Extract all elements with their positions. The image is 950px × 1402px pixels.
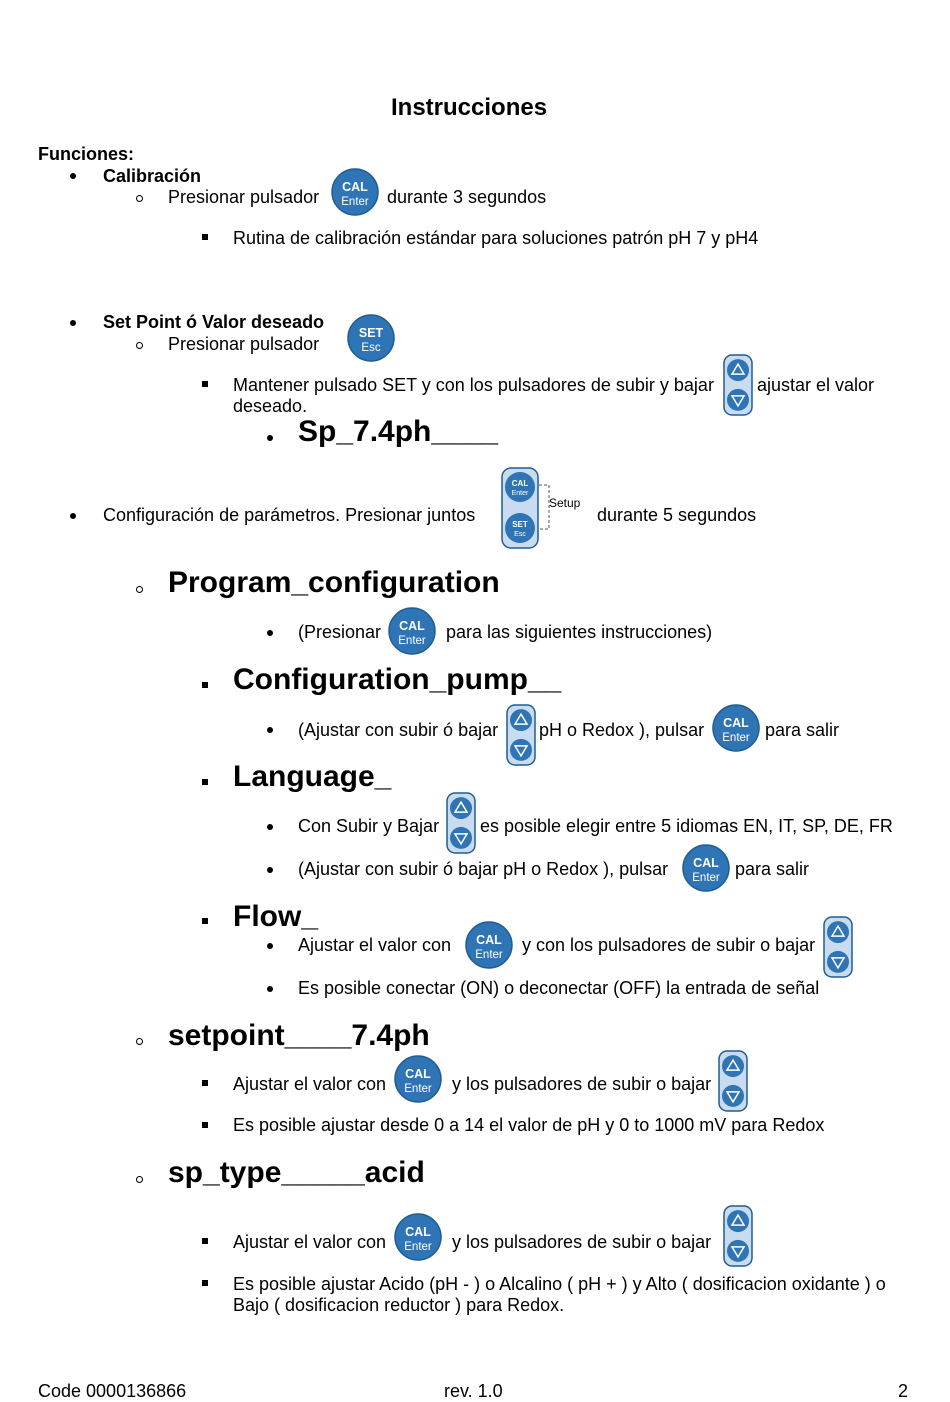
cal-enter-button-icon	[712, 704, 760, 757]
svg-text:Enter: Enter	[404, 1082, 432, 1095]
svg-text:SET: SET	[358, 326, 384, 340]
bullet	[136, 195, 143, 202]
setpoint-line2-c: deseado.	[233, 396, 308, 416]
setpoint-param-line1-a: Ajustar el valor con	[233, 1074, 387, 1094]
calibracion-line1-b: durante 3 segundos	[387, 187, 547, 207]
bullet	[267, 630, 273, 636]
bullet	[136, 586, 143, 593]
svg-text:SET: SET	[512, 520, 528, 529]
program-configuration-heading: Program_configuration	[168, 566, 500, 599]
language-heading: Language_	[233, 760, 392, 793]
configuration-pump-heading: Configuration_pump__	[233, 663, 562, 696]
svg-text:CAL: CAL	[342, 180, 368, 194]
config-line-b: durante 5 segundos	[597, 505, 757, 525]
flow-line2: Es posible conectar (ON) o deconectar (OFF) la entrada de señal	[298, 978, 820, 998]
cal-enter-button-icon	[682, 844, 730, 897]
config-line-a: Configuración de parámetros. Presionar juntos	[103, 505, 476, 525]
setpoint-line2-b: ajustar el valor	[757, 375, 875, 395]
bullet	[202, 1238, 208, 1244]
svg-text:Enter: Enter	[398, 634, 426, 647]
bullet	[202, 1122, 208, 1128]
bullet	[267, 824, 273, 830]
footer-code: Code 0000136866	[38, 1381, 187, 1401]
svg-text:Enter: Enter	[722, 731, 750, 744]
language-line2-b: para salir	[735, 859, 810, 879]
page-title: Instrucciones	[391, 94, 548, 121]
bullet	[267, 986, 273, 992]
up-down-buttons-icon	[506, 704, 536, 771]
svg-text:Enter: Enter	[692, 871, 720, 884]
sp-type-line1-b: y los pulsadores de subir o bajar	[452, 1232, 712, 1252]
calibracion-line2: Rutina de calibración estándar para soluciones patrón pH 7 y pH4	[233, 228, 759, 248]
cal-enter-button-icon	[388, 607, 436, 660]
setpoint-param-line1-b: y los pulsadores de subir o bajar	[452, 1074, 712, 1094]
language-line1-a: Con Subir y Bajar	[298, 816, 440, 836]
footer-rev: rev. 1.0	[444, 1381, 503, 1401]
bullet	[136, 1038, 143, 1045]
svg-text:CAL: CAL	[405, 1067, 431, 1081]
sp-value: Sp_7.4ph____	[298, 415, 499, 448]
language-line2-a: (Ajustar con subir ó bajar pH o Redox ), pulsar	[298, 859, 669, 879]
sp-type-heading: sp_type_____acid	[168, 1156, 425, 1189]
cal-set-combo-icon	[501, 467, 541, 554]
up-down-buttons-icon	[823, 916, 853, 983]
up-down-buttons-icon	[446, 792, 476, 859]
flow-line1-b: y con los pulsadores de subir o bajar	[522, 935, 816, 955]
cal-enter-button-icon	[394, 1055, 442, 1108]
pump-line-c: para salir	[765, 720, 840, 740]
setpoint-section-heading: Set Point ó Valor deseado	[103, 312, 325, 332]
sp-type-line1-a: Ajustar el valor con	[233, 1232, 387, 1252]
bullet	[202, 1280, 208, 1286]
calibracion-heading: Calibración	[103, 166, 202, 186]
bullet	[267, 867, 273, 873]
setpoint-line2-a: Mantener pulsado SET y con los pulsadores de subir y bajar	[233, 375, 714, 395]
svg-text:CAL: CAL	[405, 1225, 431, 1239]
bullet	[267, 435, 273, 441]
pump-line-a: (Ajustar con subir ó bajar	[298, 720, 499, 740]
pump-line-b: pH o Redox ), pulsar	[539, 720, 705, 740]
bullet	[70, 513, 76, 519]
funciones-label: Funciones:	[38, 144, 135, 164]
flow-heading: Flow_	[233, 900, 319, 933]
program-press-b: para las siguientes instrucciones)	[446, 622, 713, 642]
bullet	[202, 381, 208, 387]
svg-text:CAL: CAL	[511, 479, 529, 488]
bullet	[202, 682, 208, 688]
bullet	[70, 173, 76, 179]
svg-text:Enter: Enter	[475, 948, 503, 961]
svg-text:Enter: Enter	[404, 1240, 432, 1253]
cal-enter-button-icon	[465, 921, 513, 974]
bullet	[202, 234, 208, 240]
up-down-buttons-icon	[723, 1205, 753, 1272]
bullet	[267, 727, 273, 733]
up-down-buttons-icon	[723, 354, 753, 421]
bullet	[70, 320, 76, 326]
program-press-a: (Presionar	[298, 622, 382, 642]
setpoint-param-heading: setpoint____7.4ph	[168, 1019, 430, 1052]
bullet	[202, 1080, 208, 1086]
up-down-buttons-icon	[718, 1050, 748, 1117]
svg-text:CAL: CAL	[476, 933, 502, 947]
set-esc-button-icon	[347, 314, 395, 367]
svg-text:Enter: Enter	[511, 490, 529, 497]
setup-label: Setup	[549, 496, 581, 510]
footer-page: 2	[898, 1381, 909, 1401]
sp-type-line2-b: Bajo ( dosificacion reductor ) para Redox.	[233, 1295, 565, 1315]
svg-text:Esc: Esc	[361, 341, 381, 354]
cal-enter-button-icon	[331, 168, 379, 221]
flow-line1-a: Ajustar el valor con	[298, 935, 452, 955]
bullet	[267, 943, 273, 949]
setpoint-param-line2: Es posible ajustar desde 0 a 14 el valor de pH y 0 to 1000 mV para Redox	[233, 1115, 825, 1135]
svg-text:CAL: CAL	[693, 856, 719, 870]
bullet	[136, 1176, 143, 1183]
calibracion-line1-a: Presionar pulsador	[168, 187, 320, 207]
sp-type-line2-a: Es posible ajustar Acido (pH - ) o Alcalino ( pH + ) y Alto ( dosificacion oxidante ) o	[233, 1274, 886, 1294]
setpoint-line1: Presionar pulsador	[168, 334, 320, 354]
svg-text:CAL: CAL	[399, 619, 425, 633]
svg-text:CAL: CAL	[723, 716, 749, 730]
language-line1-b: es posible elegir entre 5 idiomas EN, IT, SP, DE, FR	[480, 816, 893, 836]
bullet	[202, 918, 208, 924]
bullet	[136, 342, 143, 349]
bullet	[202, 779, 208, 785]
svg-text:Enter: Enter	[341, 195, 369, 208]
cal-enter-button-icon	[394, 1213, 442, 1266]
svg-text:Esc: Esc	[514, 531, 526, 538]
